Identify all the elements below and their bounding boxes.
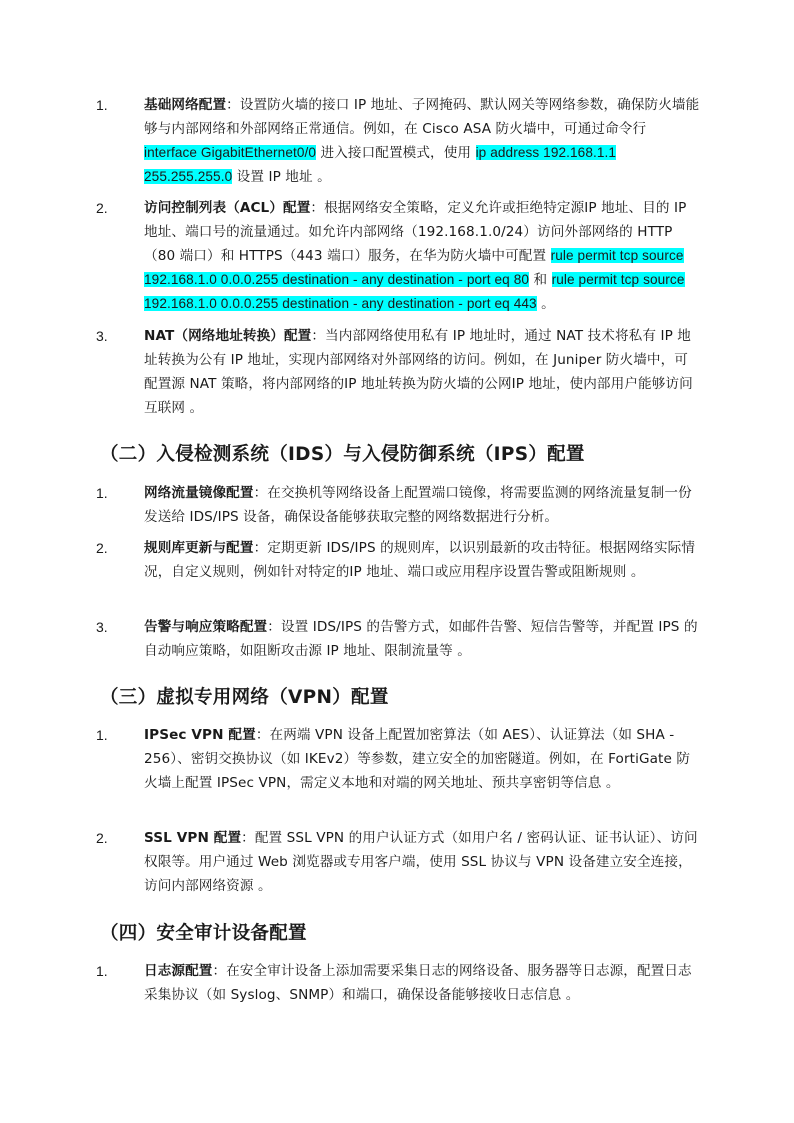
section-heading-ids-ips: （二）入侵检测系统（IDS）与入侵防御系统（IPS）配置 [100,444,585,465]
item-title: NAT（网络地址转换）配置 [144,328,312,344]
item-title: IPSec VPN 配置 [144,727,256,743]
section-heading-audit: （四）安全审计设备配置 [100,923,307,944]
list-number: 2. [96,540,108,556]
list-number: 1. [96,97,108,113]
list-item-text: SSL VPN 配置：配置 SSL VPN 的用户认证方式（如用户名 / 密码认证、证书认证）、访问权限等。用户通过 Web 浏览器或专用客户端，使用 SSL 协议与 VPN 设备建立安全连接，访问内部网络资源 。 [144,830,698,894]
list-number: 1. [96,727,108,743]
list-number: 1. [96,485,108,501]
list-number: 2. [96,830,108,846]
list-item-text: 告警与响应策略配置：设置 IDS/IPS 的告警方式，如邮件告警、短信告警等，并配置 IPS 的自动响应策略，如阻断攻击源 IP 地址、限制流量等 。 [144,619,698,659]
list-item-text: IPSec VPN 配置：在两端 VPN 设备上配置加密算法（如 AES）、认证算法（如 SHA - 256）、密钥交换协议（如 IKEv2）等参数，建立安全的加密隧道。例如，在 FortiGate 防火墙上配置 IPSec VPN，需定义本地和对端的网关地址、预共享密钥等信息 。 [144,727,691,791]
item-title: 网络流量镜像配置 [144,485,254,501]
item-title: 规则库更新与配置 [144,540,254,556]
code-highlight: rule permit tcp source 192.168.1.0 0.0.0.255 destination - any destination - port eq 443 [144,272,685,311]
list-number: 3. [96,619,108,635]
item-title: 基础网络配置 [144,97,227,113]
item-title: 访问控制列表（ACL）配置 [144,200,311,216]
item-title: 告警与响应策略配置 [144,619,268,635]
list-number: 1. [96,963,108,979]
list-item-text: 规则库更新与配置：定期更新 IDS/IPS 的规则库，以识别最新的攻击特征。根据网络实际情况，自定义规则，例如针对特定的IP 地址、端口或应用程序设置告警或阻断规则 。 [144,540,696,580]
section-heading-vpn: （三）虚拟专用网络（VPN）配置 [100,687,389,708]
code-highlight: ip address 192.168.1.1 255.255.255.0 [144,145,617,184]
list-item-text: 网络流量镜像配置：在交换机等网络设备上配置端口镜像，将需要监测的网络流量复制一份发送给 IDS/IPS 设备，确保设备能够获取完整的网络数据进行分析。 [144,485,692,525]
list-number: 2. [96,200,108,216]
list-number: 3. [96,328,108,344]
list-item-text: 基础网络配置：设置防火墙的接口 IP 地址、子网掩码、默认网关等网络参数，确保防火墙能够与内部网络和外部网络正常通信。例如，在 Cisco ASA 防火墙中，可通过命令行 interface GigabitEthernet0/0 进入接口配置模式，使用 ip address 192.168.1.1 255.255.255.0 设置 IP 地址 。 [144,97,700,185]
code-highlight: interface GigabitEthernet0/0 [144,145,317,160]
item-title: 日志源配置 [144,963,213,979]
list-item-text: 访问控制列表（ACL）配置：根据网络安全策略，定义允许或拒绝特定源IP 地址、目的 IP 地址、端口号的流量通过。如允许内部网络（192.168.1.0/24）访问外部网络的 HTTP（80 端口）和 HTTPS（443 端口）服务，在华为防火墙中可配置 rule permit tcp source 192.168.1.0 0.0.0.255 destination - any destination - port eq 80 和 rule permit tcp source 192.168.1.0 0.0.0.255 destination - any destination - port eq 443 。 [144,200,687,312]
list-item-text: NAT（网络地址转换）配置：当内部网络使用私有 IP 地址时，通过 NAT 技术将私有 IP 地址转换为公有 IP 地址，实现内部网络对外部网络的访问。例如，在 Juniper 防火墙中，可配置源 NAT 策略，将内部网络的IP 地址转换为防火墙的公网IP 地址，使内部用户能够访问互联网 。 [144,328,693,416]
item-title: SSL VPN 配置 [144,830,242,846]
list-item-text: 日志源配置：在安全审计设备上添加需要采集日志的网络设备、服务器等日志源，配置日志采集协议（如 Syslog、SNMP）和端口，确保设备能够接收日志信息 。 [144,963,692,1003]
code-highlight: rule permit tcp source 192.168.1.0 0.0.0.255 destination - any destination - port eq 80 [144,248,684,287]
